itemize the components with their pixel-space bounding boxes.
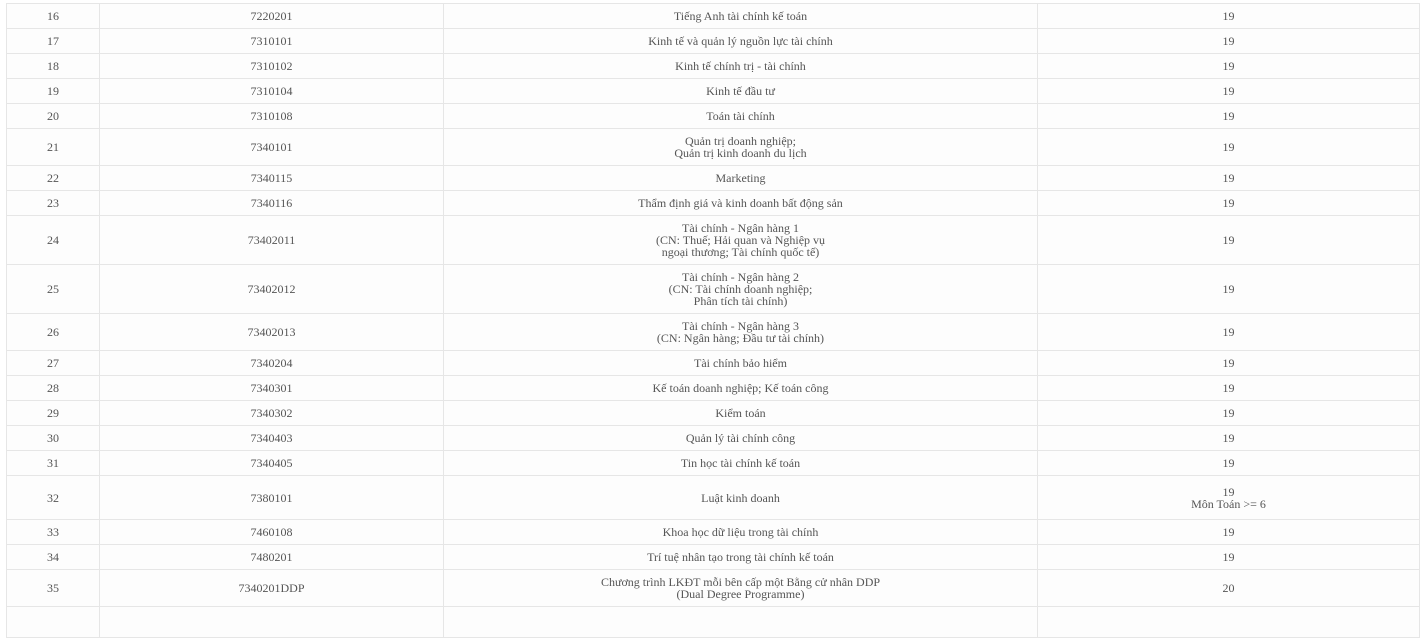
major-name-text: Trí tuệ nhân tạo trong tài chính kế toán [647, 550, 834, 564]
major-name-cell [444, 104, 1038, 129]
table-row [7, 476, 1420, 520]
major-name-cell [444, 476, 1038, 520]
row-number-text: 20 [47, 109, 59, 123]
row-number-cell [7, 265, 100, 314]
major-name-cell [444, 4, 1038, 29]
major-name-text: Luật kinh doanh [701, 490, 780, 505]
table-row [7, 166, 1420, 191]
score-cell [1038, 426, 1420, 451]
major-name-text: Quản trị kinh doanh du lịch [674, 146, 807, 160]
major-code-cell [100, 29, 444, 54]
row-number-text: 18 [47, 59, 59, 73]
major-name-cell [444, 376, 1038, 401]
major-code-cell [100, 166, 444, 191]
major-code-text: 7340302 [250, 406, 293, 420]
score-text: 19 [1222, 109, 1235, 123]
row-number-cell [7, 129, 100, 166]
row-number-cell [7, 376, 100, 401]
row-number-cell [7, 216, 100, 265]
score-text: 19 [1222, 34, 1235, 48]
major-code-text: 7340101 [250, 140, 293, 154]
table-row [7, 29, 1420, 54]
major-name-text: Marketing [715, 171, 766, 185]
score-text: 19 [1222, 484, 1235, 499]
row-number-cell [7, 401, 100, 426]
score-text: 19 [1222, 196, 1235, 210]
score-cell [1038, 79, 1420, 104]
score-cell [1038, 54, 1420, 79]
score-cell [1038, 191, 1420, 216]
score-text: 19 [1222, 381, 1235, 395]
table-body [7, 4, 1420, 638]
major-name-text: Tiếng Anh tài chính kế toán [673, 9, 808, 23]
row-number-cell [7, 520, 100, 545]
major-code-cell [100, 545, 444, 570]
score-cell [1038, 570, 1420, 607]
score-text: 19 [1222, 456, 1235, 470]
row-number-cell [7, 476, 100, 520]
score-cell [1038, 265, 1420, 314]
table-row [7, 79, 1420, 104]
major-code-cell [100, 376, 444, 401]
row-number-cell [7, 351, 100, 376]
major-code-cell [100, 314, 444, 351]
score-cell [1038, 216, 1420, 265]
row-number-cell [7, 570, 100, 607]
score-text: 19 [1222, 59, 1235, 73]
admission-score-table [6, 3, 1420, 638]
major-name-text: Toán tài chính [706, 109, 775, 123]
row-number-text: 19 [47, 84, 59, 98]
major-code-text: 7340201DDP [238, 581, 305, 595]
table-row [7, 426, 1420, 451]
major-code-cell [100, 216, 444, 265]
major-name-text: Kiểm toán [715, 406, 766, 420]
row-number-text: 23 [47, 196, 59, 210]
major-name-cell [444, 401, 1038, 426]
major-name-cell [444, 351, 1038, 376]
score-text: 19 [1222, 356, 1235, 370]
row-number-cell [7, 451, 100, 476]
major-code-text: 7340403 [250, 431, 293, 445]
major-code-text: 7340204 [250, 356, 293, 370]
major-name-cell [444, 520, 1038, 545]
admission-table-wrapper [6, 3, 1419, 638]
major-code-text: 7220201 [250, 9, 293, 23]
table-row [7, 401, 1420, 426]
row-number-text: 24 [47, 233, 59, 247]
major-name-cell [444, 607, 1038, 638]
major-code-text: 7340405 [250, 456, 293, 470]
score-text: 19 [1222, 431, 1235, 445]
major-name-text: Chương trình LKĐT mỗi bên cấp một Bằng cử nhân DDP [600, 575, 881, 589]
major-code-cell [100, 191, 444, 216]
row-number-cell [7, 426, 100, 451]
row-number-text: 34 [47, 550, 59, 564]
major-code-text: 7310102 [250, 59, 293, 73]
major-name-text: Tin học tài chính kế toán [680, 456, 801, 470]
score-cell [1038, 104, 1420, 129]
score-text: 19 [1222, 171, 1235, 185]
major-name-cell [444, 545, 1038, 570]
score-cell [1038, 607, 1420, 638]
major-name-text: Thẩm định giá và kinh doanh bất động sản [638, 196, 843, 210]
score-text: 19 [1222, 140, 1235, 154]
major-name-text: Tài chính bảo hiểm [694, 356, 787, 370]
major-code-cell [100, 570, 444, 607]
row-number-cell [7, 545, 100, 570]
major-name-cell [444, 54, 1038, 79]
major-code-text: 7340116 [250, 196, 293, 210]
major-code-text: 73402011 [247, 233, 296, 247]
score-cell [1038, 545, 1420, 570]
table-row [7, 607, 1420, 638]
row-number-cell [7, 607, 100, 638]
major-code-cell [100, 351, 444, 376]
major-name-text: Kinh tế và quản lý nguồn lực tài chính [648, 34, 833, 48]
major-code-cell [100, 401, 444, 426]
score-cell [1038, 314, 1420, 351]
major-code-text: 7340301 [250, 381, 293, 395]
row-number-text: 28 [47, 381, 59, 395]
major-name-text: ngoại thương; Tài chính quốc tế) [661, 245, 820, 259]
major-name-text: Quản lý tài chính công [685, 431, 796, 445]
major-code-cell [100, 520, 444, 545]
major-name-text: (Dual Degree Programme) [676, 587, 805, 601]
major-name-cell [444, 191, 1038, 216]
score-cell [1038, 166, 1420, 191]
major-code-text: 7460108 [250, 525, 293, 539]
major-name-text: Quản trị doanh nghiệp; [685, 134, 796, 148]
score-text: 19 [1222, 282, 1235, 296]
major-name-cell [444, 426, 1038, 451]
major-code-cell [100, 426, 444, 451]
score-cell [1038, 451, 1420, 476]
score-cell [1038, 129, 1420, 166]
major-name-cell [444, 314, 1038, 351]
major-name-text: Kinh tế chính trị - tài chính [675, 59, 806, 73]
table-row [7, 265, 1420, 314]
row-number-text: 22 [47, 171, 59, 185]
major-code-cell [100, 4, 444, 29]
score-cell [1038, 401, 1420, 426]
row-number-text: 33 [47, 525, 59, 539]
major-name-text: Tài chính - Ngân hàng 3 [682, 319, 799, 333]
major-code-text: 7310108 [250, 109, 293, 123]
table-row [7, 351, 1420, 376]
major-name-text: Phân tích tài chính) [693, 294, 788, 308]
major-code-text: 7480201 [250, 550, 293, 564]
major-name-text: Tài chính - Ngân hàng 1 [682, 221, 799, 235]
major-code-cell [100, 451, 444, 476]
major-name-cell [444, 166, 1038, 191]
row-number-cell [7, 29, 100, 54]
row-number-text: 29 [47, 406, 59, 420]
major-name-text: (CN: Thuế; Hải quan và Nghiệp vụ [655, 233, 826, 247]
major-name-cell [444, 79, 1038, 104]
table-row [7, 104, 1420, 129]
major-code-cell [100, 129, 444, 166]
major-name-cell [444, 265, 1038, 314]
table-row [7, 376, 1420, 401]
major-name-text: Kế toán doanh nghiệp; Kế toán công [652, 381, 829, 395]
major-name-cell [444, 570, 1038, 607]
table-row [7, 451, 1420, 476]
row-number-cell [7, 104, 100, 129]
major-code-cell [100, 79, 444, 104]
score-text: 19 [1222, 9, 1235, 23]
table-row [7, 545, 1420, 570]
major-code-cell [100, 476, 444, 520]
score-text: 20 [1222, 581, 1235, 595]
row-number-cell [7, 314, 100, 351]
major-code-cell [100, 104, 444, 129]
score-text: 19 [1222, 325, 1235, 339]
row-number-cell [7, 79, 100, 104]
table-row [7, 570, 1420, 607]
major-code-cell [100, 54, 444, 79]
major-name-cell [444, 216, 1038, 265]
table-row [7, 129, 1420, 166]
major-code-text: 73402013 [247, 325, 296, 339]
major-name-text: (CN: Ngân hàng; Đầu tư tài chính) [656, 331, 825, 345]
score-text: Môn Toán >= 6 [1191, 496, 1266, 511]
row-number-text: 30 [47, 431, 59, 445]
row-number-text: 21 [47, 140, 59, 154]
score-cell [1038, 376, 1420, 401]
score-cell [1038, 4, 1420, 29]
row-number-cell [7, 166, 100, 191]
major-name-text: (CN: Tài chính doanh nghiệp; [668, 282, 813, 296]
row-number-text: 31 [47, 456, 59, 470]
score-cell [1038, 476, 1420, 520]
row-number-cell [7, 54, 100, 79]
score-text: 19 [1222, 406, 1235, 420]
major-name-cell [444, 29, 1038, 54]
score-text: 19 [1222, 84, 1235, 98]
major-name-text: Tài chính - Ngân hàng 2 [682, 270, 799, 284]
table-row [7, 216, 1420, 265]
row-number-cell [7, 191, 100, 216]
row-number-text: 16 [47, 9, 59, 23]
score-text: 19 [1222, 525, 1235, 539]
table-row [7, 54, 1420, 79]
major-name-text: Khoa học dữ liệu trong tài chính [662, 525, 819, 539]
major-name-cell [444, 451, 1038, 476]
table-row [7, 314, 1420, 351]
table-row [7, 4, 1420, 29]
major-code-cell [100, 265, 444, 314]
table-row [7, 191, 1420, 216]
major-name-text: Kinh tế đầu tư [706, 84, 775, 98]
major-code-text: 7380101 [250, 490, 293, 505]
table-row [7, 520, 1420, 545]
score-text: 19 [1222, 550, 1235, 564]
score-cell [1038, 29, 1420, 54]
row-number-cell [7, 4, 100, 29]
row-number-text: 26 [47, 325, 59, 339]
major-code-text: 7310104 [250, 84, 293, 98]
row-number-text: 17 [47, 34, 59, 48]
major-name-cell [444, 129, 1038, 166]
major-code-text: 7310101 [250, 34, 293, 48]
major-code-cell [100, 607, 444, 638]
row-number-text: 27 [47, 356, 59, 370]
major-code-text: 73402012 [247, 282, 296, 296]
row-number-text: 32 [47, 490, 59, 505]
score-cell [1038, 520, 1420, 545]
row-number-text: 35 [47, 581, 59, 595]
major-code-text: 7340115 [250, 171, 293, 185]
score-cell [1038, 351, 1420, 376]
score-text: 19 [1222, 233, 1235, 247]
row-number-text: 25 [47, 282, 59, 296]
